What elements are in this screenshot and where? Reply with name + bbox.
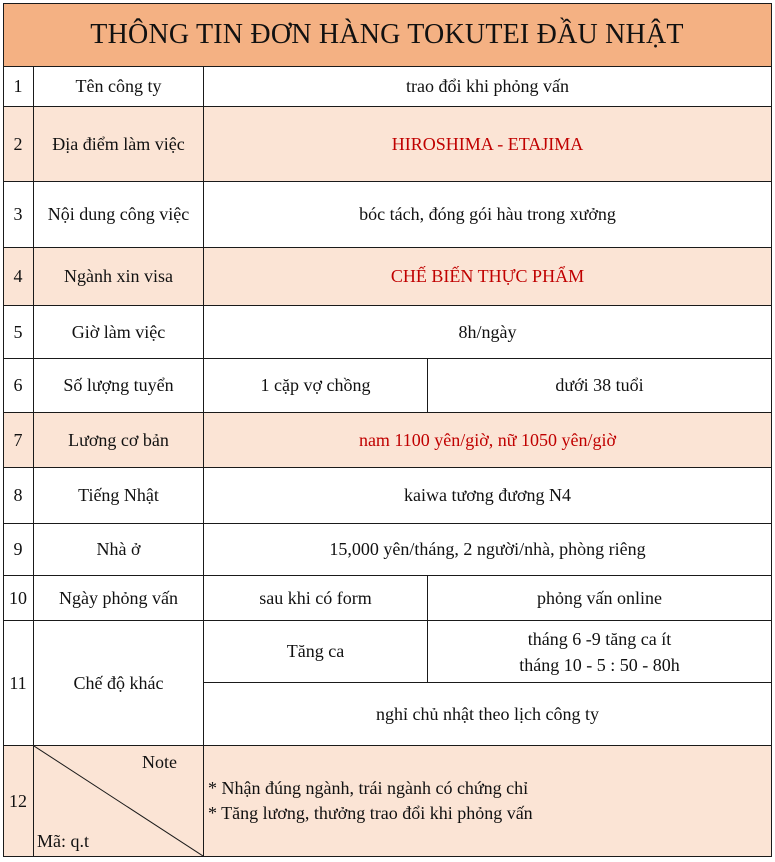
job-content-value: bóc tách, đóng gói hàu trong xưởng <box>204 182 772 248</box>
note-label: Note <box>142 752 177 772</box>
code-label: Mã: q.t <box>37 831 89 851</box>
work-location-value: HIROSHIMA - ETAJIMA <box>204 107 772 182</box>
housing-label: Nhà ở <box>34 524 204 576</box>
interview-format-value: phỏng vấn online <box>428 576 772 621</box>
row-number: 11 <box>3 621 34 746</box>
interview-date-label: Ngày phỏng vấn <box>34 576 204 621</box>
company-name-label: Tên công ty <box>34 67 204 107</box>
japanese-level-value: kaiwa tương đương N4 <box>204 468 772 524</box>
note-line-1: * Nhận đúng ngành, trái ngành có chứng chỉ <box>208 778 529 798</box>
job-content-label: Nội dung công việc <box>34 182 204 248</box>
row-number: 9 <box>3 524 34 576</box>
visa-industry-label: Ngành xin visa <box>34 248 204 306</box>
overtime-line-1: tháng 6 -9 tăng ca ít <box>527 628 672 649</box>
work-location-label: Địa điểm làm việc <box>34 107 204 182</box>
housing-value: 15,000 yên/tháng, 2 người/nhà, phòng riêng <box>204 524 772 576</box>
working-hours-value: 8h/ngày <box>204 306 772 359</box>
row-number: 8 <box>3 468 34 524</box>
row-number: 2 <box>3 107 34 182</box>
row-number: 4 <box>3 248 34 306</box>
row-number: 5 <box>3 306 34 359</box>
base-salary-value: nam 1100 yên/giờ, nữ 1050 yên/giờ <box>204 413 772 468</box>
table-title: THÔNG TIN ĐƠN HÀNG TOKUTEI ĐẦU NHẬT <box>3 3 772 67</box>
visa-industry-value: CHẾ BIẾN THỰC PHẨM <box>204 248 772 306</box>
company-name-value: trao đổi khi phỏng vấn <box>204 67 772 107</box>
overtime-details <box>428 621 772 683</box>
row-number: 1 <box>3 67 34 107</box>
other-benefits-label: Chế độ khác <box>34 621 204 746</box>
note-line-2: * Tăng lương, thưởng trao đổi khi phỏng vấn <box>208 803 533 823</box>
age-limit-value: dưới 38 tuổi <box>428 359 772 413</box>
row-number: 10 <box>3 576 34 621</box>
interview-date-value: sau khi có form <box>204 576 428 621</box>
base-salary-label: Lương cơ bản <box>34 413 204 468</box>
note-content <box>204 746 772 857</box>
recruit-quantity-value: 1 cặp vợ chồng <box>204 359 428 413</box>
overtime-line-2: tháng 10 - 5 : 50 - 80h <box>519 654 680 675</box>
row-number: 7 <box>3 413 34 468</box>
working-hours-label: Giờ làm việc <box>34 306 204 359</box>
row-number: 6 <box>3 359 34 413</box>
overtime-label: Tăng ca <box>204 621 428 683</box>
row-number: 3 <box>3 182 34 248</box>
recruit-quantity-label: Số lượng tuyển <box>34 359 204 413</box>
japanese-level-label: Tiếng Nhật <box>34 468 204 524</box>
row-number: 12 <box>3 746 34 857</box>
note-diagonal-cell <box>34 746 204 857</box>
holiday-value: nghỉ chủ nhật theo lịch công ty <box>204 683 772 746</box>
